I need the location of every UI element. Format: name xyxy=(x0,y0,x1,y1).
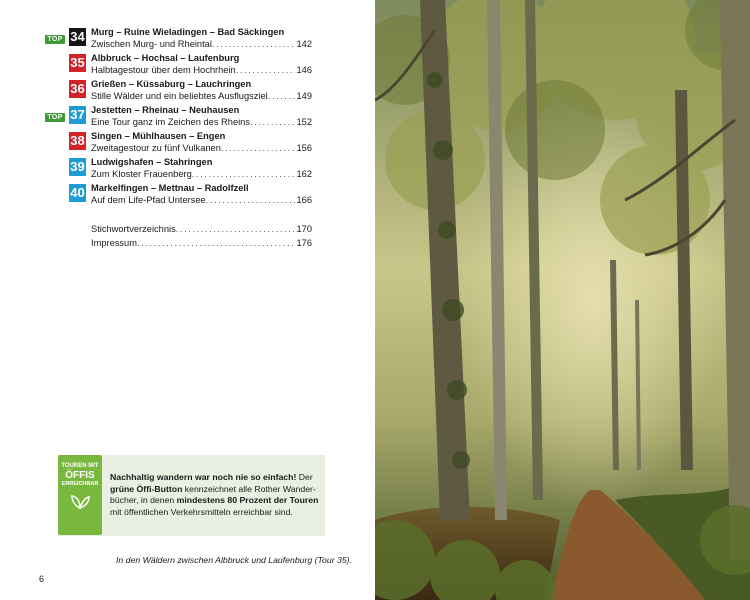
page-ref: 162 xyxy=(296,169,312,179)
leader-dots xyxy=(236,64,296,76)
info-text-1: Der xyxy=(296,472,313,482)
forest-path-image xyxy=(375,0,750,600)
tour-title: Albbruck – Hochsal – Laufenburg xyxy=(91,53,240,63)
toc-entry-38[interactable] xyxy=(45,132,315,158)
info-bold-3: mindestens 80 Prozent der Touren xyxy=(176,495,319,505)
oeffi-line3: ERREICHBAR xyxy=(61,481,99,487)
tour-number: 35 xyxy=(70,55,85,70)
toc-entry-34[interactable] xyxy=(45,28,315,54)
page-number: 6 xyxy=(39,574,45,584)
page-ref: 170 xyxy=(296,224,312,234)
oeffi-line2: ÖFFIS xyxy=(65,470,95,481)
leader-dots xyxy=(268,90,296,102)
tour-title: Markelfingen – Mettnau – Radolfzell xyxy=(91,183,249,193)
page-ref: 142 xyxy=(296,39,312,49)
tour-subtitle: Eine Tour ganz im Zeichen des Rheins xyxy=(91,117,250,127)
index-label: Impressum xyxy=(91,238,137,248)
info-text-2: kennzeichnet alle Rother Wanderbücher, in denen xyxy=(110,483,316,505)
info-text xyxy=(110,472,322,518)
tour-number: 40 xyxy=(70,185,85,200)
info-bold-1: Nachhaltig wandern war noch nie so einfach! xyxy=(110,472,297,482)
tour-subtitle: Zweitagestour zu fünf Vulkanen xyxy=(91,143,221,153)
top-badge: TOP xyxy=(45,35,65,44)
leaf-icon xyxy=(68,492,92,510)
tour-subtitle: Auf dem Life-Pfad Untersee xyxy=(91,195,206,205)
toc-entry-37[interactable] xyxy=(45,106,315,132)
index-entry-stichwortverzeichnis[interactable] xyxy=(91,223,312,235)
oeffi-line1: TOUREN MIT xyxy=(61,463,99,469)
info-text-3: mit öffentlichen Verkehrsmitteln erreichbar sind. xyxy=(110,506,293,517)
index-entry-impressum[interactable] xyxy=(91,237,312,249)
tour-subtitle: Halbtagestour über dem Hochrhein xyxy=(91,65,236,75)
tour-subtitle: Zum Kloster Frauenberg xyxy=(91,169,192,179)
leader-dots xyxy=(250,116,295,128)
index-label: Stichwortverzeichnis xyxy=(91,224,176,234)
page-ref: 146 xyxy=(296,65,312,75)
page-ref: 152 xyxy=(296,117,312,127)
forest-photo xyxy=(375,0,750,600)
info-bold-2: grüne Öffi-Button xyxy=(110,483,183,494)
oeffi-button-badge xyxy=(58,455,102,535)
leader-dots xyxy=(212,38,296,50)
toc-entry-35[interactable] xyxy=(45,54,315,80)
leader-dots xyxy=(221,142,296,154)
page-ref: 166 xyxy=(296,195,312,205)
page-ref: 149 xyxy=(296,91,312,101)
toc-entry-36[interactable] xyxy=(45,80,315,106)
top-badge: TOP xyxy=(45,113,65,122)
leader-dots xyxy=(176,223,296,235)
tour-title: Ludwigshafen – Stahringen xyxy=(91,157,213,167)
toc-entry-39[interactable] xyxy=(45,158,315,184)
tour-number: 34 xyxy=(70,29,85,44)
tour-subtitle: Stille Wälder und ein beliebtes Ausflugsziel xyxy=(91,91,268,101)
toc-entry-40[interactable] xyxy=(45,184,315,210)
page-ref: 176 xyxy=(296,238,312,248)
tour-number: 38 xyxy=(70,133,85,148)
tour-title: Murg – Ruine Wieladingen – Bad Säckingen xyxy=(91,27,285,37)
leader-dots xyxy=(206,194,296,206)
tour-number: 36 xyxy=(70,81,85,96)
table-of-contents xyxy=(45,28,315,210)
tour-number: 37 xyxy=(70,107,85,122)
photo-caption: In den Wäldern zwischen Albbruck und Laufenburg (Tour 35). xyxy=(116,555,352,565)
tour-subtitle: Zwischen Murg- und Rheintal xyxy=(91,39,212,49)
tour-title: Singen – Mühlhausen – Engen xyxy=(91,131,226,141)
tour-number: 39 xyxy=(70,159,85,174)
leader-dots xyxy=(137,237,296,249)
tour-title: Grießen – Küssaburg – Lauchringen xyxy=(91,79,252,89)
tour-title: Jestetten – Rheinau – Neuhausen xyxy=(91,105,240,115)
index-entries xyxy=(91,223,312,251)
page-ref: 156 xyxy=(296,143,312,153)
leader-dots xyxy=(192,168,296,180)
